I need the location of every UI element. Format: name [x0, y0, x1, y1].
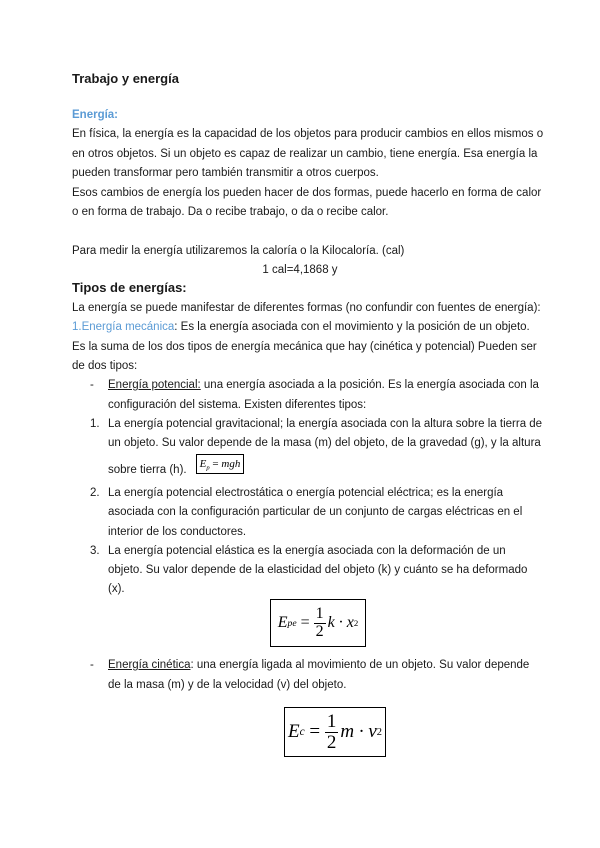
mecanica-label: 1.Energía mecánica	[72, 321, 175, 333]
cinetica-line-1-rest: : una energía ligada al movimiento de un objeto. Su valor depende	[190, 659, 530, 671]
page-title: Trabajo y energía	[72, 71, 179, 86]
bullet-dash-2: -	[90, 659, 94, 671]
item-2-marker: 2.	[90, 487, 100, 499]
formula-ec-e: E	[287, 721, 300, 742]
cal-equivalence: 1 cal=4,1868 y	[262, 264, 338, 276]
formula-ec-num: 1	[326, 710, 337, 732]
energia-line-3: pueden transformar pero también transmitir a otros cuerpos.	[72, 167, 379, 179]
tipos-intro: La energía se puede manifestar de diferentes formas (no confundir con fuentes de energía):	[72, 302, 541, 314]
bullet-dash: -	[90, 379, 94, 391]
formula-ec-frac	[325, 712, 339, 753]
item-1-line-1: La energía potencial gravitacional; la energía asociada con la altura sobre la tierra de	[108, 418, 543, 430]
formula-ep-e: E	[199, 458, 207, 470]
formula-epe-frac	[314, 606, 326, 641]
mecanica-line-1-rest: : Es la energía asociada con el movimiento y la posición de un objeto.	[174, 321, 530, 333]
energia-line-2: en otros objetos. Si un objeto es capaz de realizar un cambio, tiene energía. Esa energía la	[72, 148, 538, 160]
formula-ep-sub: p	[206, 464, 210, 472]
formula-ec-sub: c	[299, 726, 305, 738]
item-2-line-2: asociada con la configuración particular de un conjunto de cargas eléctricas en el	[108, 506, 523, 518]
item-1-line-3: sobre tierra (h).	[108, 464, 187, 476]
formula-ec-den: 2	[326, 731, 337, 753]
formula-ec-exp: 2	[376, 726, 382, 738]
item-1-line-2: un objeto. Su valor depende de la masa (m) del objeto, de la gravedad (g), y la altura	[108, 437, 541, 449]
formula-ep-box	[196, 454, 244, 474]
item-3-line-1: La energía potencial elástica es la energía asociada con la deformación de un	[108, 545, 506, 557]
item-2-line-1: La energía potencial electrostática o energía potencial eléctrica; es la energía	[108, 487, 504, 499]
potencial-line-2: configuración del sistema. Existen diferentes tipos:	[108, 399, 367, 411]
formula-epe-rhs: k · x	[327, 614, 354, 631]
medir-line: Para medir la energía utilizaremos la caloría o la Kilocaloría. (cal)	[72, 245, 405, 257]
mecanica-line-3: de dos tipos:	[72, 360, 138, 372]
potencial-line-1	[108, 376, 539, 396]
formula-ec-eq: =	[304, 721, 325, 742]
formula-epe-eq: =	[296, 614, 314, 631]
formula-epe-exp: 2	[353, 618, 359, 628]
item-2-line-3: interior de los conductores.	[108, 526, 247, 538]
formula-ep-rhs: mgh	[221, 458, 241, 470]
potencial-line-1-rest: una energía asociada a la posición. Es la energía asociada con la	[200, 379, 539, 391]
formula-ec-box	[284, 707, 386, 757]
formula-ep-eq: =	[209, 458, 222, 470]
formula-epe-den: 2	[315, 622, 324, 640]
cinetica-line-1	[108, 656, 529, 676]
energia-line-4: Esos cambios de energía los pueden hacer de dos formas, puede hacerlo en forma de calor	[72, 187, 542, 199]
mecanica-line-2: Es la suma de los dos tipos de energía mecánica que hay (cinética y potencial) Pueden ser	[72, 341, 537, 353]
item-3-marker: 3.	[90, 545, 100, 557]
energia-line-1: En física, la energía es la capacidad de los objetos para producir cambios en ellos mismos o	[72, 128, 544, 140]
mecanica-line-1	[72, 318, 530, 338]
formula-epe-sub: pe	[287, 617, 297, 629]
item-3-line-3: (x).	[108, 583, 125, 595]
formula-ec-rhs: m · v	[340, 721, 377, 742]
potencial-label: Energía potencial:	[108, 379, 201, 391]
item-1-marker: 1.	[90, 418, 100, 430]
tipos-heading: Tipos de energías:	[72, 280, 187, 295]
cinetica-line-2: de la masa (m) y de la velocidad (v) del objeto.	[108, 679, 347, 691]
cinetica-label: Energía cinética	[108, 659, 191, 671]
energia-heading: Energía:	[72, 109, 119, 121]
energia-line-5: o en forma de trabajo. Da o recibe trabajo, o da o recibe calor.	[72, 206, 389, 218]
item-3-line-2: objeto. Su valor depende de la elasticidad del objeto (k) y cuánto se ha deformado	[108, 564, 528, 576]
formula-epe-box	[270, 599, 366, 647]
formula-epe-e: E	[277, 614, 288, 631]
formula-epe-num: 1	[315, 604, 324, 622]
